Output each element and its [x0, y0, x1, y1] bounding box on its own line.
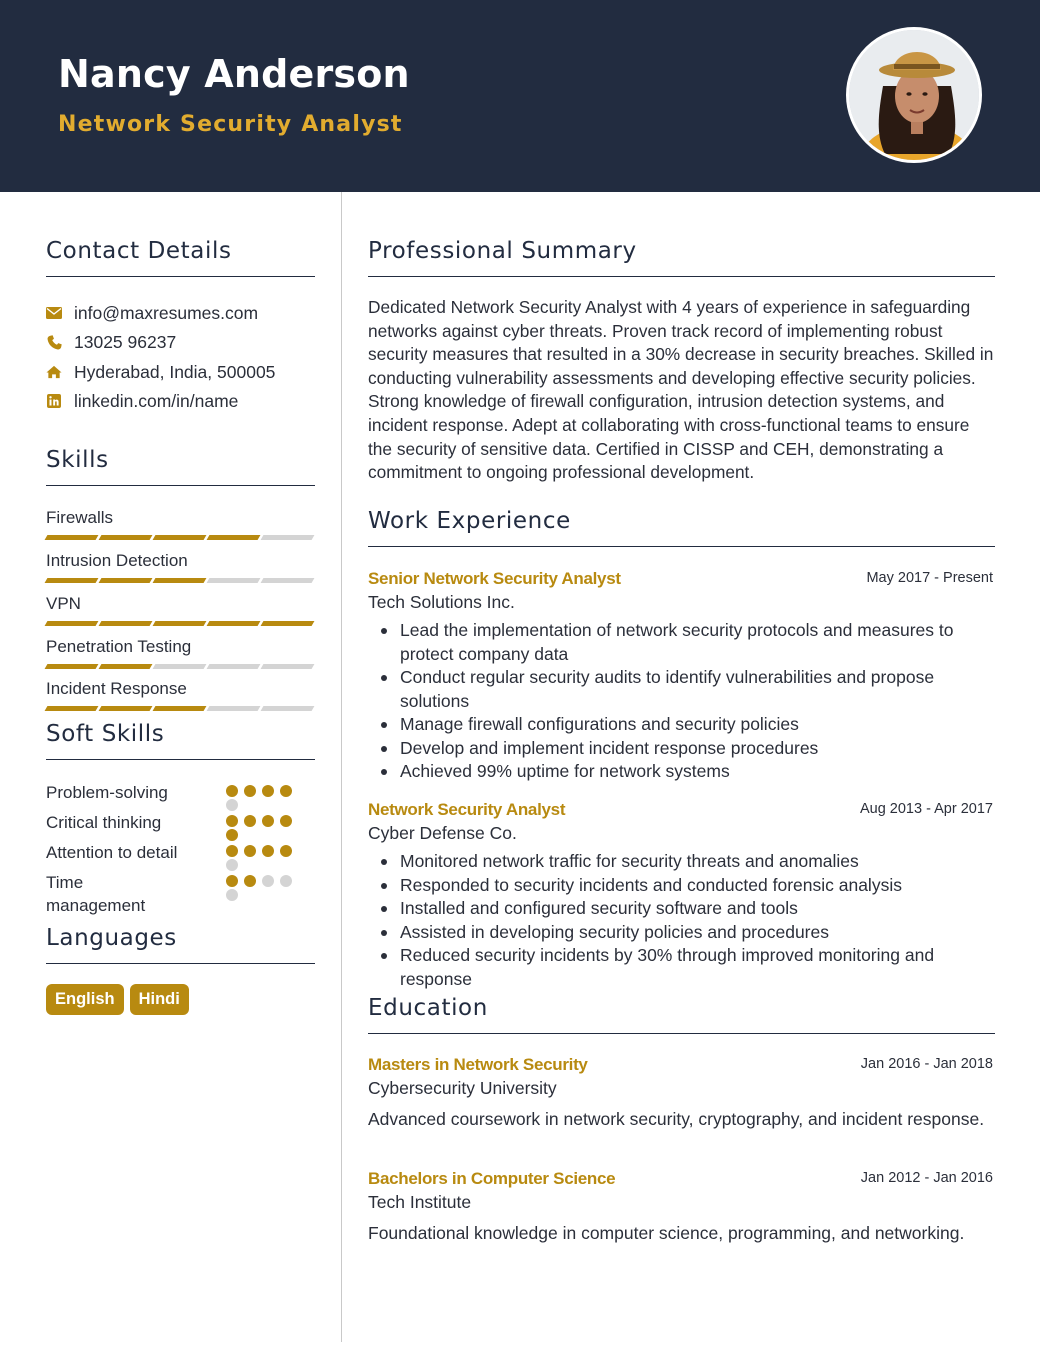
envelope-icon [46, 305, 62, 321]
skill-bar-segment [207, 578, 261, 583]
rating-dot [262, 785, 274, 797]
candidate-title: Network Security Analyst [58, 112, 403, 137]
edu-school: Tech Institute [368, 1192, 472, 1212]
skill-name: Incident Response [46, 679, 187, 698]
soft-skill-name: Critical thinking [46, 813, 162, 832]
skill-bar-segment [45, 535, 99, 540]
soft-skill-name: Time management [46, 873, 146, 915]
skill-item [46, 594, 315, 626]
skill-bar-segment [153, 535, 207, 540]
rating-dot [226, 889, 238, 901]
skill-bar-segment [261, 664, 315, 669]
rating-dot [262, 815, 274, 827]
job-dates: Aug 2013 - Apr 2017 [859, 801, 993, 817]
summary-heading: Professional Summary [368, 238, 995, 277]
soft-skills-heading: Soft Skills [46, 721, 315, 760]
skill-item [46, 508, 315, 540]
skill-bar-segment [45, 621, 99, 626]
rating-dot [226, 845, 238, 857]
skill-name: Firewalls [46, 508, 114, 527]
skill-level-bar [46, 578, 315, 583]
resume-header [0, 0, 1040, 192]
edu-school: Cybersecurity University [368, 1078, 557, 1098]
skill-item [46, 679, 315, 711]
experience-section [368, 508, 995, 547]
phone-icon [46, 334, 62, 350]
contact-linkedin[interactable] [46, 390, 238, 412]
column-divider [341, 192, 342, 1342]
skill-bar-segment [45, 706, 99, 711]
job-bullets [368, 619, 995, 784]
job-bullet: Develop and implement incident response procedures [368, 737, 995, 761]
rating-dot [244, 875, 256, 887]
rating-dot [226, 829, 238, 841]
education-entry [368, 1055, 995, 1132]
job-bullet: Conduct regular security audits to identify vulnerabilities and propose solutions [368, 666, 995, 713]
education-section [368, 995, 995, 1034]
linkedin-icon [46, 393, 62, 409]
skill-bar-segment [207, 664, 261, 669]
contact-phone[interactable] [46, 331, 176, 353]
skill-bar-segment [153, 664, 207, 669]
job-bullet: Installed and configured security software and tools [368, 897, 995, 921]
job-bullet: Lead the implementation of network security protocols and measures to protect company data [368, 619, 995, 666]
summary-section [368, 238, 995, 277]
skill-level-bar [46, 621, 315, 626]
skill-bar-segment [153, 706, 207, 711]
skill-bar-segment [99, 664, 153, 669]
language-tags [46, 984, 189, 1015]
skill-item [46, 637, 315, 669]
home-icon [46, 364, 62, 380]
skill-level-bar [46, 535, 315, 540]
soft-skill-item [46, 781, 315, 804]
job-dates: May 2017 - Present [866, 570, 993, 586]
skill-bar-segment [45, 664, 99, 669]
language-tag: Hindi [130, 984, 189, 1015]
soft-skill-item [46, 811, 315, 834]
skill-level-bar [46, 664, 315, 669]
edu-degree: Bachelors in Computer Science [368, 1169, 616, 1188]
skill-bar-segment [261, 706, 315, 711]
skill-bar-segment [261, 621, 315, 626]
contact-phone-text: 13025 96237 [74, 331, 177, 352]
education-heading: Education [368, 995, 995, 1034]
soft-skill-item [46, 841, 315, 864]
job-company: Tech Solutions Inc. [368, 592, 515, 612]
job-entry [368, 569, 995, 784]
soft-skills-section [46, 721, 315, 760]
rating-dot [262, 845, 274, 857]
contact-section [46, 238, 315, 277]
contact-linkedin-text: linkedin.com/in/name [74, 390, 239, 411]
rating-dot [244, 815, 256, 827]
job-bullet: Reduced security incidents by 30% through improved monitoring and response [368, 944, 995, 991]
contact-heading: Contact Details [46, 238, 315, 277]
rating-dot [280, 845, 292, 857]
rating-dot [280, 785, 292, 797]
skill-bar-segment [45, 578, 99, 583]
skill-bar-segment [153, 621, 207, 626]
education-entry [368, 1169, 995, 1246]
skill-bar-segment [99, 621, 153, 626]
skill-name: Intrusion Detection [46, 551, 188, 570]
job-company: Cyber Defense Co. [368, 823, 517, 843]
skill-name: Penetration Testing [46, 637, 192, 656]
candidate-name: Nancy Anderson [58, 52, 410, 96]
job-bullet: Responded to security incidents and conducted forensic analysis [368, 874, 995, 898]
soft-skill-name: Problem-solving [46, 783, 168, 802]
edu-dates: Jan 2016 - Jan 2018 [860, 1056, 993, 1072]
contact-address [46, 361, 275, 383]
skill-bar-segment [153, 578, 207, 583]
rating-dot [280, 815, 292, 827]
edu-degree: Masters in Network Security [368, 1055, 588, 1074]
skill-bar-segment [99, 578, 153, 583]
language-tag: English [46, 984, 124, 1015]
languages-section [46, 925, 315, 964]
job-role: Senior Network Security Analyst [368, 569, 621, 588]
soft-skill-name: Attention to detail [46, 843, 178, 862]
contact-address-text: Hyderabad, India, 500005 [74, 361, 276, 382]
rating-dot [226, 785, 238, 797]
skill-bar-segment [99, 535, 153, 540]
skill-bar-segment [207, 535, 261, 540]
rating-dot [244, 845, 256, 857]
rating-dot [226, 815, 238, 827]
skills-section [46, 447, 315, 486]
skill-bar-segment [99, 706, 153, 711]
skill-name: VPN [46, 594, 81, 613]
rating-dot [262, 875, 274, 887]
rating-dot [280, 875, 292, 887]
skill-bar-segment [207, 621, 261, 626]
skill-item [46, 551, 315, 583]
languages-heading: Languages [46, 925, 315, 964]
job-bullet: Assisted in developing security policies and procedures [368, 921, 995, 945]
edu-dates: Jan 2012 - Jan 2016 [860, 1170, 993, 1186]
skill-level-bar [46, 706, 315, 711]
rating-dot [226, 799, 238, 811]
skill-bar-segment [207, 706, 261, 711]
soft-skill-item [46, 871, 315, 917]
rating-dot [226, 859, 238, 871]
summary-text: Dedicated Network Security Analyst with 4 years of experience in safeguarding networks against cyber threats. Proven track record of implementing robust security measures that resulted in a 30% decrease in security breaches. Skilled in conducting vulnerability assessments and developing effective security policies. Strong knowledge of firewall configuration, intrusion detection systems, and incident response. Adept at collaborating with cross-functional teams to ensure the security of sensitive data. Certified in CISSP and CEH, demonstrating a commitment to ongoing professional development. [368, 297, 994, 483]
skill-bar-segment [261, 535, 315, 540]
rating-dot [244, 785, 256, 797]
skill-bar-segment [261, 578, 315, 583]
job-role: Network Security Analyst [368, 800, 566, 819]
experience-heading: Work Experience [368, 508, 995, 547]
profile-photo [846, 27, 982, 163]
rating-dot [226, 875, 238, 887]
skills-heading: Skills [46, 447, 315, 486]
contact-email-text: info@maxresumes.com [74, 302, 259, 323]
edu-description: Advanced coursework in network security, cryptography, and incident response. [368, 1109, 985, 1129]
job-bullet: Achieved 99% uptime for network systems [368, 760, 995, 784]
edu-description: Foundational knowledge in computer science, programming, and networking. [368, 1223, 965, 1243]
job-entry [368, 800, 995, 991]
job-bullets [368, 850, 995, 991]
job-bullet: Manage firewall configurations and security policies [368, 713, 995, 737]
contact-email[interactable] [46, 302, 258, 324]
job-bullet: Monitored network traffic for security threats and anomalies [368, 850, 995, 874]
